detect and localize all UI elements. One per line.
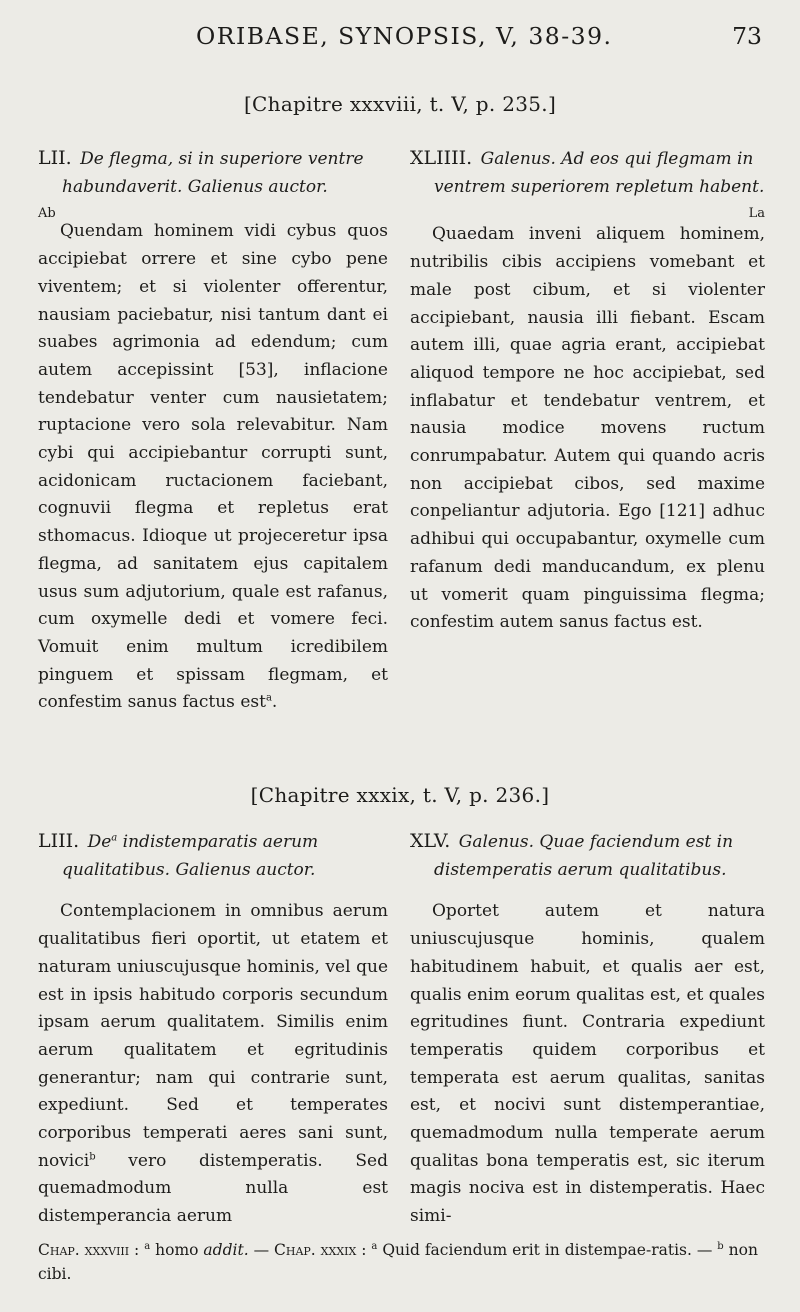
section-number: LIII. [38, 830, 80, 852]
title-line-1: Galenus. Quae faciendum est in [458, 832, 734, 852]
footnote-text: Quid faciendum erit in distempae-ratis. — [382, 1241, 713, 1259]
chapter-39-right-column [410, 828, 765, 1231]
running-head [0, 22, 800, 56]
chapter-38-left-column [38, 145, 388, 717]
chapter-38-right-title [410, 145, 765, 201]
chapter-39-heading: [Chapitre xxxix, t. V, p. 236.] [250, 783, 550, 807]
footnote-marker: b [89, 1151, 96, 1163]
footnote-italic: addit. [203, 1241, 249, 1259]
title-line-1: De flegma, si in superiore ventre [80, 149, 364, 169]
chapter-39-right-title [410, 828, 765, 884]
title-line-2: habundaverit. Galienus auctor. [62, 176, 328, 197]
footnote-marker: a [111, 832, 118, 844]
page-number: 73 [732, 22, 762, 50]
body-end: vero distemperatis. Sed quemadmodum nulla est distemperancia aerum [38, 1150, 388, 1227]
footnote-marker: a [144, 1240, 151, 1252]
footnote-text: non cibi. [38, 1241, 758, 1283]
chapter-38-heading: [Chapitre xxxviii, t. V, p. 235.] [243, 92, 557, 116]
title-line-2: qualitatibus. Galienus auctor. [62, 859, 316, 880]
footnote-marker: b [717, 1240, 724, 1252]
running-head-title: ORIBASE, SYNOPSIS, V, 38-39. [196, 22, 613, 50]
footnote-chapter-ref: Chap. xxxix : [274, 1241, 367, 1259]
margin-note: Ab [38, 206, 56, 222]
title-line-1: indistemparatis aerum [122, 832, 319, 852]
section-number: XLV. [410, 830, 451, 852]
body-end: . [271, 692, 278, 713]
title-line-1: Galenus. Ad eos qui flegmam in [480, 149, 754, 169]
title-line-2: ventrem superiorem repletum habent. [434, 176, 765, 197]
chapter-39-left-body [38, 898, 388, 1230]
section-number: LII. [38, 147, 72, 169]
body-text: Contemplacionem in omnibus aerum qualitatibus fieri oportit, ut etatem et naturam uniuscujusque hominis, vel que est in ipsis habitudo corporis secundum ipsam aerum qualitatem. Similis enim aerum qualitatem et egritudinis generantur; nam qui contrarie sunt, expediunt. Sed et temperates corporibus temperati aeres sani sunt, novici [38, 901, 388, 1171]
chapter-39-left-column [38, 828, 388, 1231]
chapter-39-right-body: Oportet autem et natura uniuscujusque hominis, qualem habitudinem habuit, et qualis aer est, qualis enim eorum qualitas est, et quales egritudines fiunt. Contraria expediunt temperatis quidem corporibus et temperata est aerum qualitas, sanitas est, et nocivi sunt distemperantiae, quemadmodum nulla temperate aerum qualitas bona temperatis est, sic iterum magis nociva est in distemperatis. Haec simi- [410, 901, 765, 1227]
chapter-38-right-body: Quaedam inveni aliquem hominem, nutribilis cibis accipiens vomebant et male post cibum, et si violenter accipiebant, nausia illi fiebant. Escam autem illi, quae agria erant, accipiebat aliquod tempore ne hoc accipiebat, sed inflabatur et tendebatur ventrem, et nausia modice movens ructum conrumpabatur. Autem qui quando acris non accipiebat cibos, sed maxime conpeliantur adjutoria. Ego [121] adhuc adhibui qui occupabantur, oxymelle cum rafanum dedi manducandum, ex plenu ut vomerit quam pinguissima flegma; confestim autem sanus factus est. [410, 224, 765, 633]
margin-note: La [748, 206, 765, 222]
footnote-chapter-ref: Chap. xxxviii : [38, 1241, 140, 1259]
footnotes [38, 1238, 768, 1286]
chapter-38-left-body [38, 218, 388, 717]
chapter-38-right-column [410, 145, 765, 637]
body-text: Quendam hominem vidi cybus quos accipiebat orrere et sine cybo pene viventem; et si violenter offerentur, nausiam paciebatur, nisi tantum dant ei suabes agrimonia ad edendum; cum autem accepissint [53], inflacione tendebatur venter cum nausietatem; ruptacione vero sola relevabitur. Nam cybi qui accipiebantur corrupti sunt, acidonicam ructacionem faciebant, cognuvii flegma et repletus erat sthomacus. Idioque ut projeceretur ipsa flegma, ad sanitatem ejus capitalem usus sum adjutorium, quale est rafanus, cum oxymelle dedi et vomere feci. Vomuit enim multum icredibilem pinguem et spissam flegmam, et confestim sanus factus est [38, 221, 388, 713]
section-number: XLIIII. [410, 147, 473, 169]
footnote-marker: a [371, 1240, 378, 1252]
footnote-text: homo [155, 1241, 199, 1259]
title-pre: De [87, 832, 112, 852]
footnote-separator: — [253, 1241, 270, 1259]
title-line-2: distemperatis aerum qualitatibus. [434, 859, 727, 880]
chapter-39-left-title [38, 828, 388, 884]
chapter-38-left-title [38, 145, 388, 201]
footnote-marker: a [265, 692, 272, 704]
